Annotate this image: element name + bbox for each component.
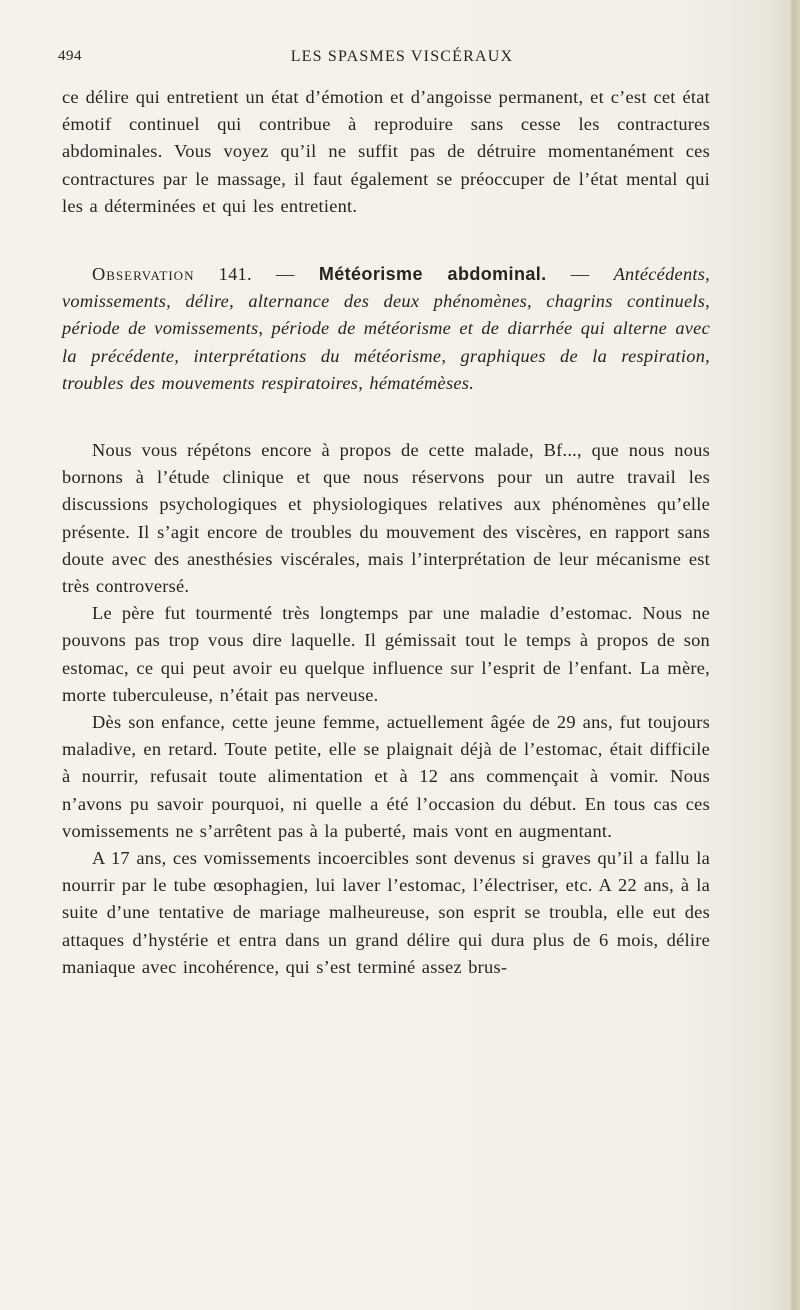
observation-summary: Antécédents, vomissements, délire, alternance des deux phénomènes, chagrins continuels, période de vomissements, période de météorisme et de diarrhée qui alterne avec la précédente, interprétations du météorisme, graphiques de la respiration, troubles des mouvements respiratoires, hématémèses. xyxy=(62,264,711,393)
page-edge xyxy=(788,0,800,1310)
page-header xyxy=(58,48,746,72)
observation-heading xyxy=(62,261,710,397)
paragraph: Dès son enfance, cette jeune femme, actuellement âgée de 29 ans, fut toujours maladive, en retard. Toute petite, elle se plaignait déjà de l’estomac, était difficile à nourrir, refusait toute alimentation et à 12 ans commençait à vomir. Nous n’avons pu savoir pourquoi, ni quelle a été l’occasion du début. En tous cas ces vomissements ne s’arrêtent pas à la puberté, mais vont en augmentant. xyxy=(62,712,710,841)
observation-dash-2: — xyxy=(570,264,590,285)
paragraph: Le père fut tourmenté très longtemps par une maladie d’estomac. Nous ne pouvons pas trop vous dire laquelle. Il gémissait tout le temps à propos de son estomac, ce qui peut avoir eu quelque influence sur l’esprit de l’enfant. La mère, morte tuberculeuse, n’était pas nerveuse. xyxy=(62,603,710,705)
running-head: LES SPASMES VISCÉRAUX xyxy=(290,48,514,65)
observation-number: 141. xyxy=(218,264,252,285)
paragraph: Nous vous répétons encore à propos de cette malade, Bf..., que nous nous bornons à l’étude clinique et que nous réservons pour un autre travail les discussions psychologiques et physiologiques relatives aux phénomènes qu’elle présente. Il s’agit encore de troubles du mouvement des viscères, en rapport sans doute avec des anesthésies viscérales, mais l’interprétation de leur mécanisme est très controversé. xyxy=(62,440,710,597)
observation-title: Météorisme abdominal. xyxy=(318,264,547,285)
body-text xyxy=(62,84,710,981)
paragraph: A 17 ans, ces vomissements incoercibles sont devenus si graves qu’il a fallu la nourrir par le tube œsophagien, lui laver l’estomac, l’électriser, etc. A 22 ans, à la suite d’une tentative de mariage malheureuse, son esprit se troubla, elle eut des attaques d’hystérie et entra dans un grand délire qui dura plus de 6 mois, délire maniaque avec incohérence, qui s’est terminé assez brus- xyxy=(62,848,710,977)
observation-dash: — xyxy=(276,264,295,285)
observation-label: Observation xyxy=(92,264,195,285)
page-number: 494 xyxy=(58,48,82,64)
intro-paragraph: ce délire qui entretient un état d’émotion et d’angoisse permanent, et c’est cet état émotif continuel qui contribue à reproduire sans cesse les contractures abdominales. Vous voyez qu’il ne suffit pas de détruire momentanément ces contractures par le massage, il faut également se préoccuper de l’état mental qui les a déterminées et qui les entretient. xyxy=(62,87,710,216)
